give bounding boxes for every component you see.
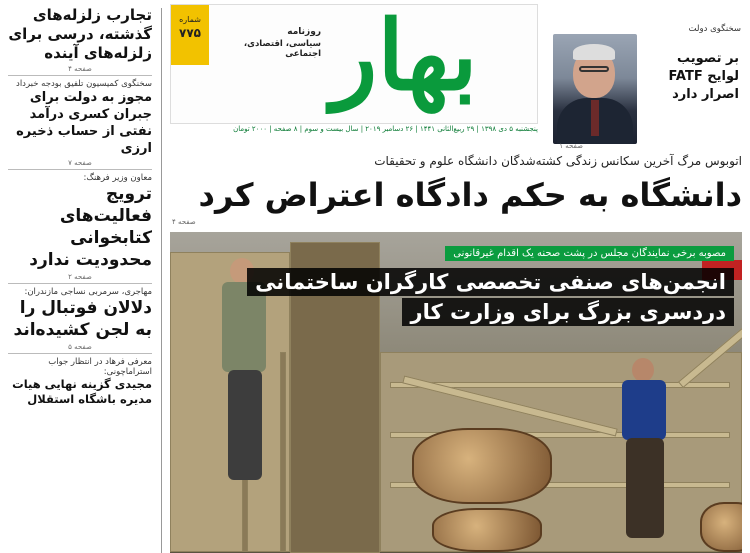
divider [8,75,152,76]
left-story-3[interactable] [8,173,152,281]
left-story-4[interactable] [8,287,152,351]
left-story-headline: مجیدی گزینه نهایی هیات مدیره باشگاه استقلال [12,377,152,406]
left-story-headline: تجارب زلزله‌های گذشته، درسی برای زلزله‌های آینده [8,6,152,62]
left-story-kicker: معرفی فرهاد در انتظار جواب استراماچونی: [48,357,152,377]
masthead-box [170,0,538,124]
left-story-page: صفحه ۷ [68,159,92,167]
divider [8,283,152,284]
spokesman-photo [553,34,637,144]
issue-number: ۷۷۵ [179,26,201,40]
worker-legs [228,370,262,480]
issue-label: شماره [179,15,201,24]
photo-hair [573,44,615,60]
worker-body [622,380,666,440]
main-page: صفحه ۴ [172,218,196,226]
main-subhead: اتوبوس مرگ آخرین سکانس زندگی کشته‌شدگان دانشگاه علوم و تحقیقات [374,154,742,168]
top-right-headline: بر تصویب لوایح FATF اصرار دارد [668,51,739,102]
left-story-page: صفحه ۴ [68,65,92,73]
left-story-page: صفحه ۵ [68,343,92,351]
construction-photo[interactable] [170,232,742,553]
left-news-column [0,0,160,553]
date-line: پنجشنبه ۵ دی ۱۳۹۸ | ۲۹ ربیع‌الثانی ۱۴۴۱ | ۲۶ دسامبر ۲۰۱۹ | سال بیست و سوم | ۸ صفحه | ۲۰۰۰ تومان [233,125,538,133]
left-story-headline: مجوز به دولت برای جبران کسری درآمد نفتی از حساب ذخیره ارزی [16,90,152,156]
photo-story-headline[interactable] [247,268,734,328]
left-story-headline: ترویج فعالیت‌های کتابخوانی محدودیت ندارد [29,184,152,270]
photo-story-tag: مصوبه برخی نمایندگان مجلس در پشت صحنه یک اقدام غیرقانونی [445,246,734,261]
main-headline[interactable]: دانشگاه به حکم دادگاه اعتراض کرد [198,176,742,214]
left-story-kicker: مهاجری، سرمربی نساجی مازندران: [24,287,152,297]
masthead-subtitle-1: روزنامه [287,27,321,37]
worker-head [632,358,654,382]
masthead-subtitle [221,27,321,59]
left-story-page: صفحه ۲ [68,273,92,281]
top-right-kicker: سخنگوی دولت [688,24,741,34]
left-story-kicker: سخنگوی کمیسیون تلفیق بودجه خبرداد [16,79,152,89]
photo-headline-line-2: دردسری بزرگ برای وزارت کار [402,298,734,326]
barrel [700,502,742,552]
masthead [170,0,538,133]
divider [8,353,152,354]
barrel [432,508,542,552]
left-story-2[interactable] [8,79,152,167]
worker-legs [626,438,664,538]
ladder-rail [280,352,286,552]
photo-glasses [579,66,609,72]
barrel [412,428,552,504]
column-divider [161,8,162,553]
photo-headline-line-1: انجمن‌های صنفی تخصصی کارگران ساختمانی [247,268,734,296]
photo-tie [591,100,599,136]
masthead-subtitle-2: سیاسی، اقتصادی، اجتماعی [243,39,321,59]
left-story-kicker: معاون وزیر فرهنگ: [83,173,152,183]
newspaper-logo[interactable]: بهار [331,0,478,112]
left-story-headline: دلالان فوتبال را به لجن کشیده‌اند [13,298,152,340]
top-right-story[interactable] [547,20,743,150]
left-story-5[interactable] [8,357,152,407]
divider [8,169,152,170]
issue-badge [171,5,209,65]
left-story-1[interactable] [8,6,152,73]
top-right-page: صفحه ۱ [559,142,583,150]
